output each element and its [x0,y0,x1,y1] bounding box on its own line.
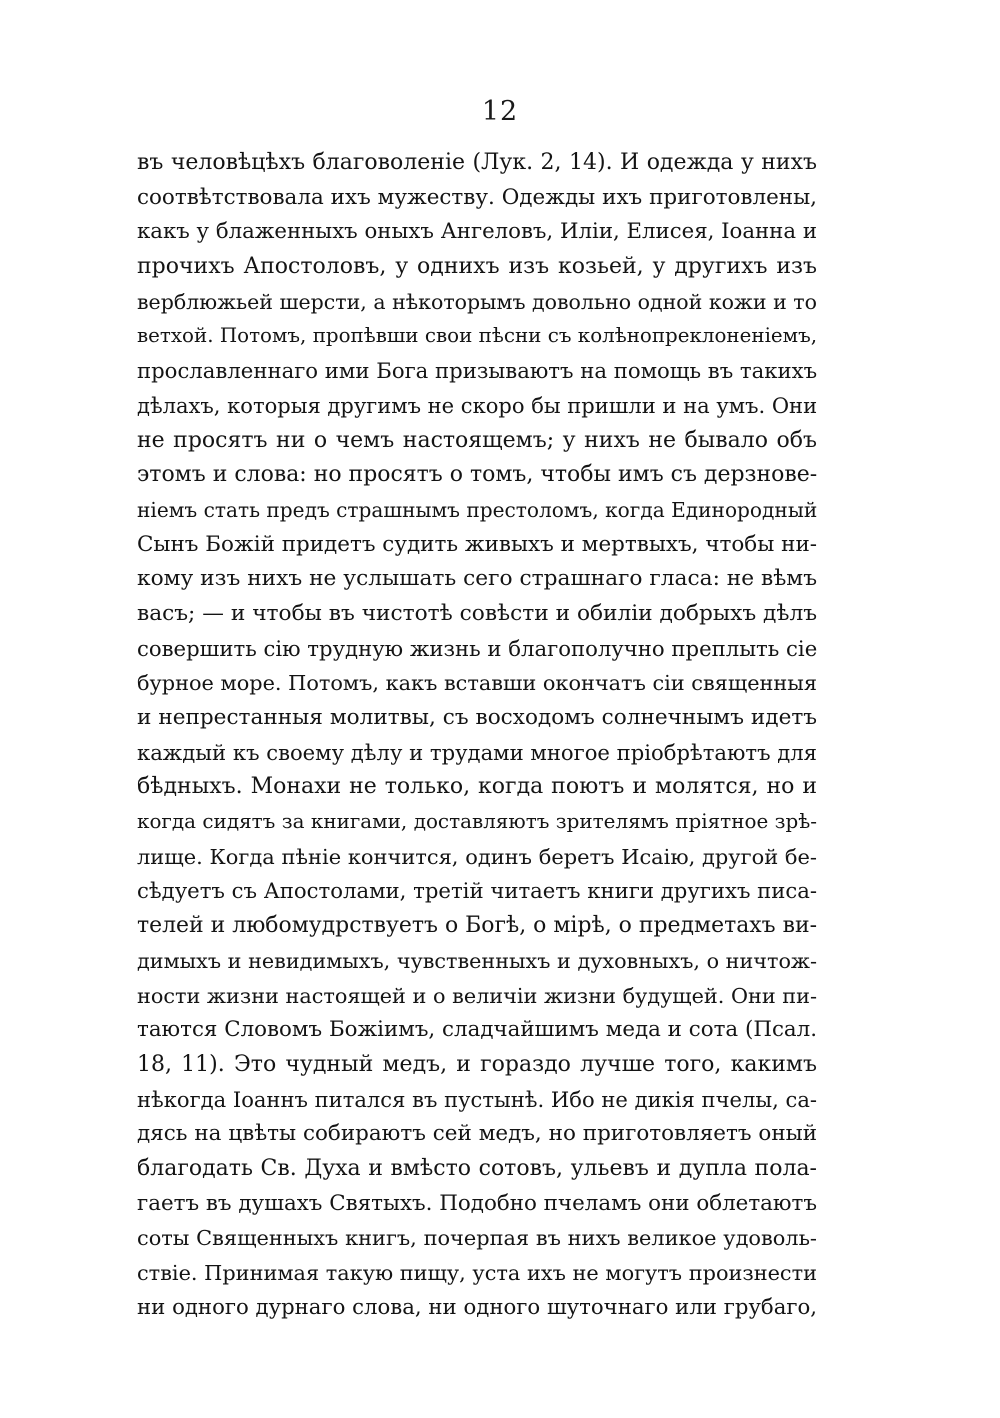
text-line: не просятъ ни о чемъ настоящемъ; у нихъ не бывало объ [137,427,817,453]
text-line: совершить сію трудную жизнь и благополучно преплыть сіе [137,635,818,661]
text-line: 18, 11). Это чудный медъ, и гораздо лучше того, какимъ [137,1051,817,1077]
text-line: прочихъ Апостоловъ, у однихъ изъ козьей, у другихъ изъ [137,254,817,280]
text-line: дясь на цвѣты собираютъ сей медъ, но приготовляетъ оный [137,1121,817,1147]
text-line: Сынъ Божій придетъ судить живыхъ и мертвыхъ, чтобы ни- [137,531,817,557]
text-line: какъ у блаженныхъ оныхъ Ангеловъ, Иліи, Елисея, Іоанна и [137,219,817,245]
text-line: кому изъ нихъ не услышать сего страшнаго гласа: не вѣмъ [137,566,817,592]
text-line: прославленнаго ими Бога призываютъ на помощь въ такихъ [137,358,818,384]
text-line: ветхой. Потомъ, пропѣвши свои пѣсни съ колѣнопреклоненіемъ, [137,324,817,348]
text-line: ни одного дурнаго слова, ни одного шуточнаго или грубаго, [137,1294,817,1320]
text-line: каждый къ своему дѣлу и трудами многое пріобрѣтаютъ для [137,739,817,765]
text-line: васъ; — и чтобы въ чистотѣ совѣсти и обиліи добрыхъ дѣлъ [137,600,817,626]
text-line: ніемъ стать предъ страшнымъ престоломъ, когда Единородный [137,497,818,522]
text-line: соты Священныхъ книгъ, почерпая въ нихъ великое удоволь- [137,1226,817,1251]
text-line: сѣдуетъ съ Апостолами, третій читаетъ книги другихъ писа- [137,878,818,904]
text-line: бурное море. Потомъ, какъ вставши окончатъ сіи священныя [137,671,817,696]
text-line: бѣдныхъ. Монахи не только, когда поютъ и молятся, но и [137,774,817,800]
text-line: соотвѣтствовала ихъ мужеству. Одежды ихъ приготовлены, [137,184,817,210]
text-line: въ человѣцѣхъ благоволеніе (Лук. 2, 14). И одежда у нихъ [137,150,817,175]
text-line: таются Словомъ Божіимъ, сладчайшимъ меда и сота (Псал. [137,1017,817,1043]
text-line: лище. Когда пѣніе кончится, одинъ беретъ Исаію, другой бе- [137,844,817,869]
text-line: нѣкогда Іоаннъ питался въ пустынѣ. Ибо не дикія пчелы, са- [137,1086,817,1112]
text-line: благодать Св. Духа и вмѣсто сотовъ, ульевъ и дупла пола- [137,1155,817,1181]
page-number: 12 [481,96,519,127]
text-line: ствіе. Принимая такую пищу, уста ихъ не могутъ произнести [137,1261,817,1285]
text-line: верблюжьей шерсти, а нѣкоторымъ довольно одной кожи и то [137,289,817,314]
text-line: телей и любомудрствуетъ о Богѣ, о мірѣ, о предметахъ ви- [137,913,817,939]
text-line: гаетъ въ душахъ Святыхъ. Подобно пчеламъ они облетаютъ [137,1190,817,1216]
text-line: димыхъ и невидимыхъ, чувственныхъ и духовныхъ, о ничтож- [137,948,817,973]
body-text [137,146,817,1325]
text-line: когда сидятъ за книгами, доставляютъ зрителямъ пріятное зрѣ- [137,810,817,834]
text-line: и непрестанныя молитвы, съ восходомъ солнечнымъ идетъ [137,705,817,730]
text-line: этомъ и слова: но просятъ о томъ, чтобы имъ съ дерзнове- [137,462,818,488]
text-line: ности жизни настоящей и о величіи жизни будущей. Они пи- [137,983,817,1008]
text-line: дѣлахъ, которыя другимъ не скоро бы пришли и на умъ. Они [137,392,818,418]
